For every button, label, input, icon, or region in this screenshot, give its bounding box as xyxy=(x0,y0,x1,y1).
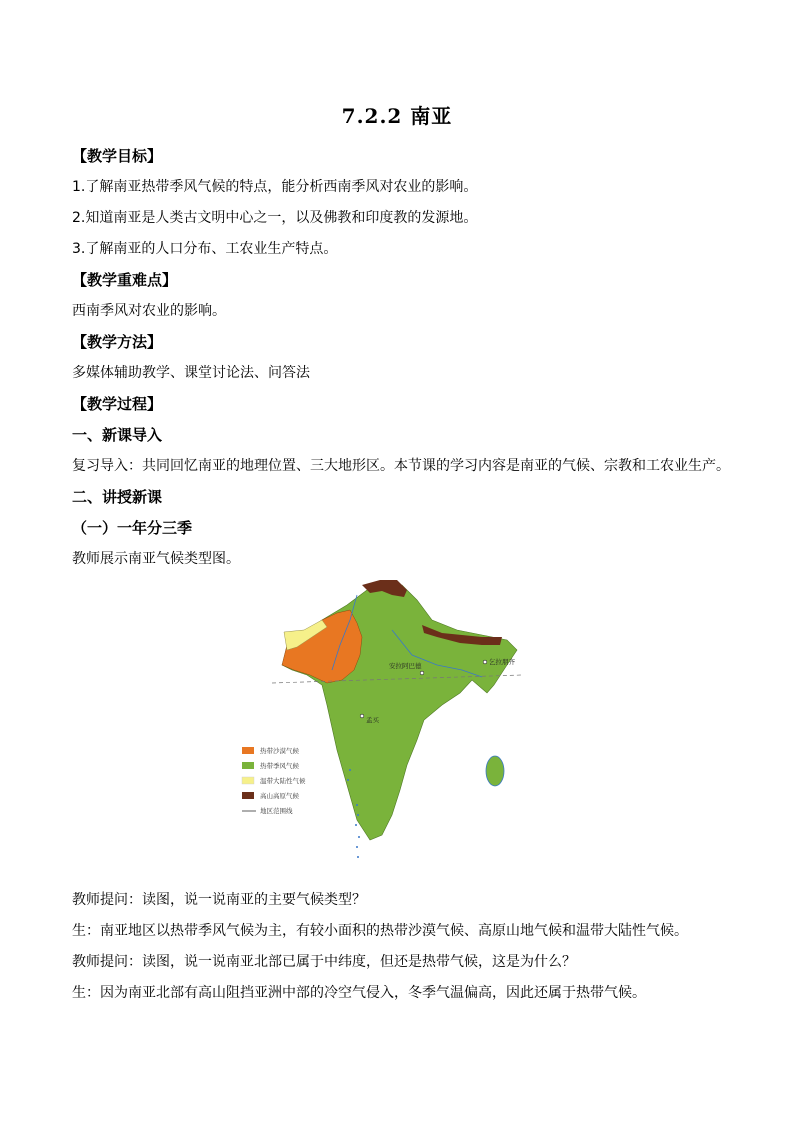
heading-process: 【教学过程】 xyxy=(72,395,163,413)
legend-label-1: 热带沙漠气候 xyxy=(260,747,299,755)
legend-swatch-2 xyxy=(242,762,254,769)
legend-label-4: 高山高原气候 xyxy=(260,792,299,800)
goal-1: 1.了解南亚热带季风气候的特点，能分析西南季风对农业的影响。 xyxy=(72,179,478,195)
map-region-monsoon xyxy=(282,583,517,840)
map-legend xyxy=(242,746,306,815)
legend-swatch-3 xyxy=(242,777,254,784)
legend-label-2: 热带季风气候 xyxy=(260,762,299,770)
legend-label-3: 温带大陆性气候 xyxy=(260,777,306,785)
question-1: 教师提问：读图，说一说南亚的主要气候类型？ xyxy=(72,892,366,908)
page-title: 7.2.2 南亚 xyxy=(341,104,453,128)
subsection-heading: （一）一年分三季 xyxy=(72,519,193,537)
answer-1: 生：南亚地区以热带季风气候为主，有较小面积的热带沙漠气候、高原山地气候和温带大陆性气候。 xyxy=(72,923,688,939)
map-sri-lanka xyxy=(486,756,504,786)
key-point-1: 西南季风对农业的影响。 xyxy=(72,303,226,319)
city-label-3: 孟买 xyxy=(366,716,379,724)
section-new-lesson-heading: 二、讲授新课 xyxy=(72,488,163,506)
show-map-text: 教师展示南亚气候类型图。 xyxy=(72,551,240,567)
goal-2: 2.知道南亚是人类古文明中心之一，以及佛教和印度教的发源地。 xyxy=(72,210,478,226)
question-2: 教师提问：读图，说一说南亚北部已属于中纬度，但还是热带气候，这是为什么？ xyxy=(72,954,576,970)
method-1: 多媒体辅助教学、课堂讨论法、问答法 xyxy=(72,365,310,381)
section-intro-heading: 一、新课导入 xyxy=(72,426,163,444)
legend-label-5: 地区范围线 xyxy=(260,807,293,815)
south-asia-climate-map xyxy=(232,575,532,875)
goal-3: 3.了解南亚的人口分布、工农业生产特点。 xyxy=(72,241,338,257)
legend-swatch-1 xyxy=(242,747,254,754)
city-dot-1 xyxy=(420,671,424,675)
legend-swatch-4 xyxy=(242,792,254,799)
heading-goals: 【教学目标】 xyxy=(72,147,163,165)
city-dot-2 xyxy=(483,660,487,664)
heading-methods: 【教学方法】 xyxy=(72,333,163,351)
answer-2: 生：因为南亚北部有高山阻挡亚洲中部的冷空气侵入，冬季气温偏高，因此还属于热带气候。 xyxy=(72,985,646,1001)
city-label-1: 安拉阿巴德 xyxy=(389,662,422,670)
city-dot-3 xyxy=(360,714,364,718)
intro-text: 复习导入：共同回忆南亚的地理位置、三大地形区。本节课的学习内容是南亚的气候、宗教和工农业生产。 xyxy=(72,458,730,474)
city-label-2: 乞拉朋齐 xyxy=(489,658,515,666)
heading-key-points: 【教学重难点】 xyxy=(72,271,178,289)
